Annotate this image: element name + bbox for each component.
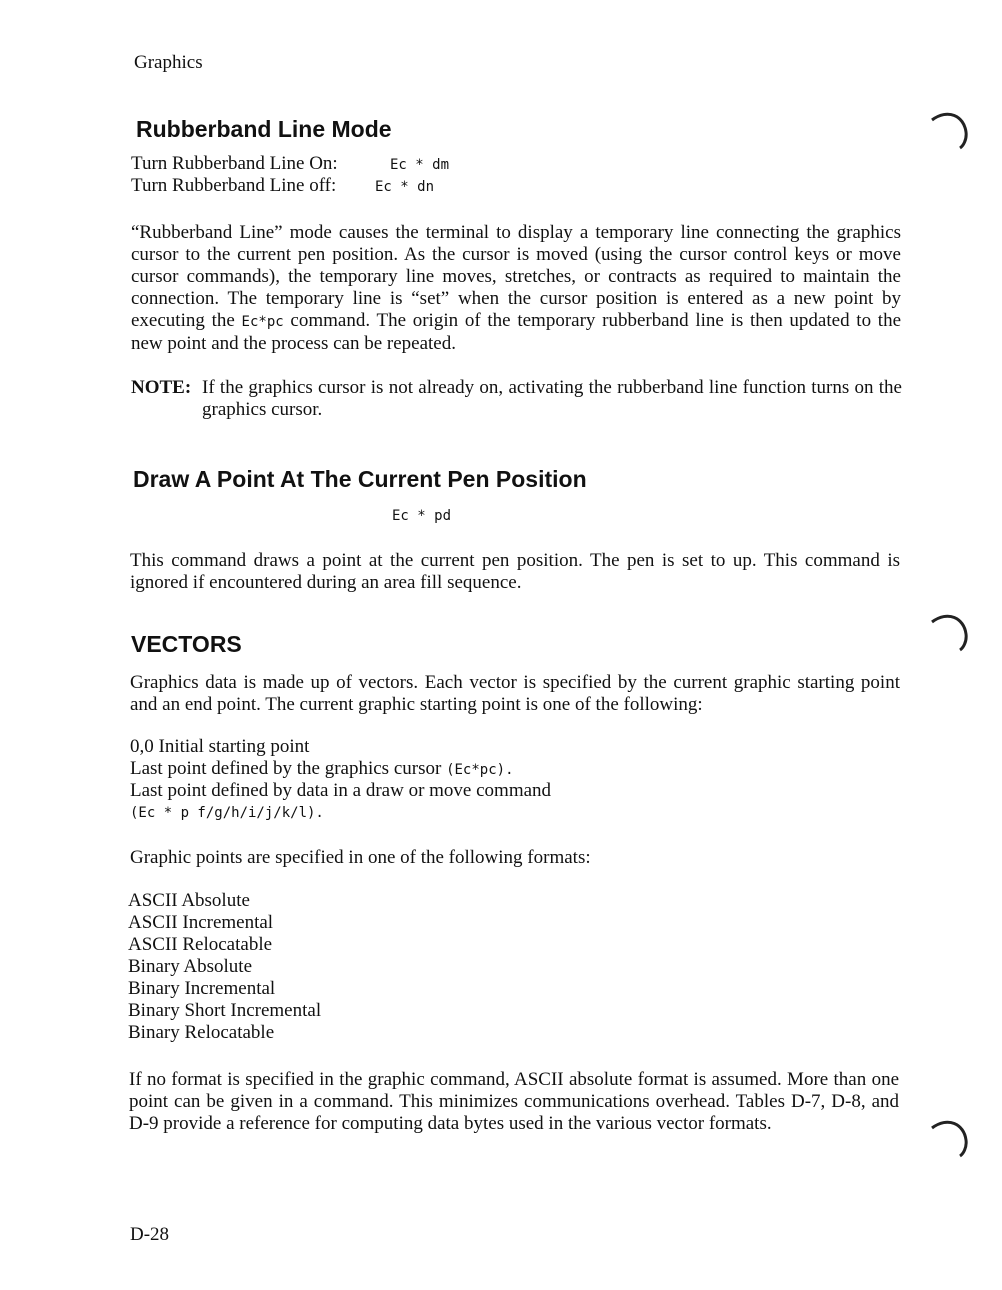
rubberband-on-label: Turn Rubberband Line On: — [131, 153, 338, 174]
rubberband-title: Rubberband Line Mode — [136, 116, 392, 142]
note-label: NOTE: — [131, 377, 192, 398]
rubberband-on-code: Ec * dm — [390, 157, 450, 173]
start-point-list — [130, 736, 830, 824]
draw-point-description: This command draws a point at the current pen position. The pen is set to up. This command is ignored if encountered during an area fill sequence. — [130, 550, 900, 593]
vectors-title: VECTORS — [131, 631, 242, 657]
vectors-closing: If no format is specified in the graphic command, ASCII absolute format is assumed. More than one point can be given in a command. This minimizes communications overhead. Tables D-7, D-8, and D-9 provide a reference for computing data bytes used in the various vector formats. — [129, 1069, 899, 1134]
rubberband-description-code: Ec*pc — [241, 314, 284, 330]
rubberband-off-label: Turn Rubberband Line off: — [131, 175, 337, 196]
binding-mark-icon — [930, 1118, 970, 1158]
start-point-item-code-line: (Ec * p f/g/h/i/j/k/l). — [130, 805, 324, 821]
format-item: ASCII Absolute — [128, 890, 250, 911]
format-item: Binary Absolute — [128, 956, 253, 977]
format-item: ASCII Incremental — [128, 912, 274, 933]
note-text: If the graphics cursor is not already on, activating the rubberband line function turns on the graphics cursor. — [202, 377, 902, 420]
start-point-item: 0,0 Initial starting point — [130, 736, 310, 757]
rubberband-description-a: “Rubberband Line” mode causes the terminal to display a temporary line connecting the graphics cursor to the current pen position. As the cursor is moved (using the cursor control keys or move cursor commands), the temporary line moves, stretches, or contracts as required to maintain the connection. The temporary line is “set” when the cursor position is entered as a new point by executing the — [131, 222, 901, 331]
rubberband-description — [131, 222, 901, 355]
draw-point-code: Ec * pd — [392, 508, 452, 524]
start-point-item — [130, 758, 830, 780]
format-item: ASCII Relocatable — [128, 934, 273, 955]
format-item: Binary Short Incremental — [128, 1000, 322, 1021]
formats-intro: Graphic points are specified in one of the following formats: — [130, 847, 591, 868]
start-point-item-code: (Ec*pc). — [446, 762, 514, 778]
start-point-item-text: Last point defined by the graphics cursor — [130, 758, 447, 779]
vectors-intro: Graphics data is made up of vectors. Each vector is specified by the current graphic starting point and an end point. The current graphic starting point is one of the following: — [130, 672, 900, 715]
page-number: D-28 — [130, 1224, 170, 1245]
running-header: Graphics — [134, 52, 203, 73]
start-point-item: Last point defined by data in a draw or move command — [130, 780, 552, 801]
format-list — [128, 890, 528, 1044]
rubberband-description-b: command. The origin of the temporary rubberband line is then updated to the new point and the process can be repeated. — [131, 310, 902, 354]
format-item: Binary Relocatable — [128, 1022, 275, 1043]
draw-point-title: Draw A Point At The Current Pen Position — [133, 466, 587, 492]
format-item: Binary Incremental — [128, 978, 276, 999]
binding-mark-icon — [930, 110, 970, 150]
rubberband-off-code: Ec * dn — [375, 179, 435, 195]
binding-mark-icon — [930, 612, 970, 652]
